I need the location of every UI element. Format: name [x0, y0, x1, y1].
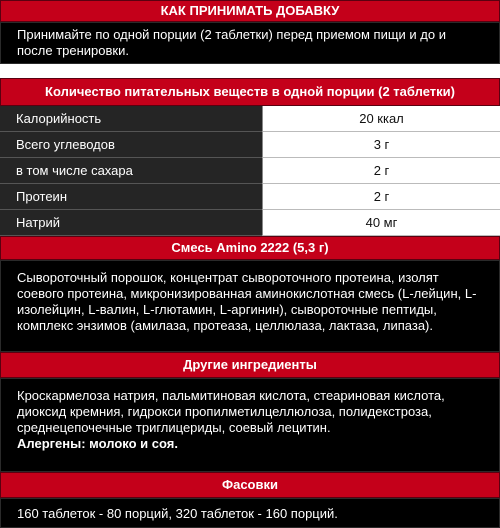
allergens-text: Алергены: молоко и соя. [17, 436, 178, 451]
packaging-text: 160 таблеток - 80 порций, 320 таблеток - 160 порций. [0, 498, 500, 528]
other-ingredients-block [0, 378, 500, 472]
nutrition-table [0, 106, 500, 236]
how-to-take-header: КАК ПРИНИМАТЬ ДОБАВКУ [0, 0, 500, 22]
section-gap [0, 64, 500, 78]
nutrient-value: 40 мг [262, 210, 500, 236]
packaging-header: Фасовки [0, 472, 500, 498]
how-to-take-section [0, 0, 500, 64]
packaging-section [0, 472, 500, 528]
nutrient-value: 3 г [262, 132, 500, 158]
other-ingredients-header: Другие ингредиенты [0, 352, 500, 378]
other-ingredients-text: Кроскармелоза натрия, пальмитиновая кислота, стеариновая кислота, диоксид кремния, гидрокси пропилметилцеллюлоза, полидекстроза, среднецепочечные триглицериды, соевый лецитин. [17, 388, 445, 435]
nutrition-row [0, 158, 500, 184]
nutrition-row [0, 210, 500, 236]
nutrient-label: Протеин [0, 184, 262, 210]
nutrition-section [0, 78, 500, 236]
nutrient-value: 2 г [262, 184, 500, 210]
nutrient-value: 20 ккал [262, 106, 500, 132]
nutrition-header: Количество питательных веществ в одной порции (2 таблетки) [0, 78, 500, 106]
nutrient-label: Калорийность [0, 106, 262, 132]
other-ingredients-section [0, 352, 500, 472]
blend-text: Сывороточный порошок, концентрат сывороточного протеина, изолят соевого протеина, микронизированная аминокислотная смесь (L-лейцин, L-изолейцин, L-валин, L-глютамин, L-аргинин), сывороточные пептиды, комплекс энзимов (амилаза, протеаза, целлюлаза, лактаза, липаза). [0, 260, 500, 352]
nutrition-row [0, 184, 500, 210]
how-to-take-text: Принимайте по одной порции (2 таблетки) перед приемом пищи и до и после тренировки. [0, 22, 500, 64]
blend-section [0, 236, 500, 352]
blend-header: Смесь Amino 2222 (5,3 г) [0, 236, 500, 260]
nutrient-label: Натрий [0, 210, 262, 236]
nutrition-row [0, 106, 500, 132]
nutrition-row [0, 132, 500, 158]
nutrient-label: Всего углеводов [0, 132, 262, 158]
nutrient-value: 2 г [262, 158, 500, 184]
nutrient-label: в том числе сахара [0, 158, 262, 184]
